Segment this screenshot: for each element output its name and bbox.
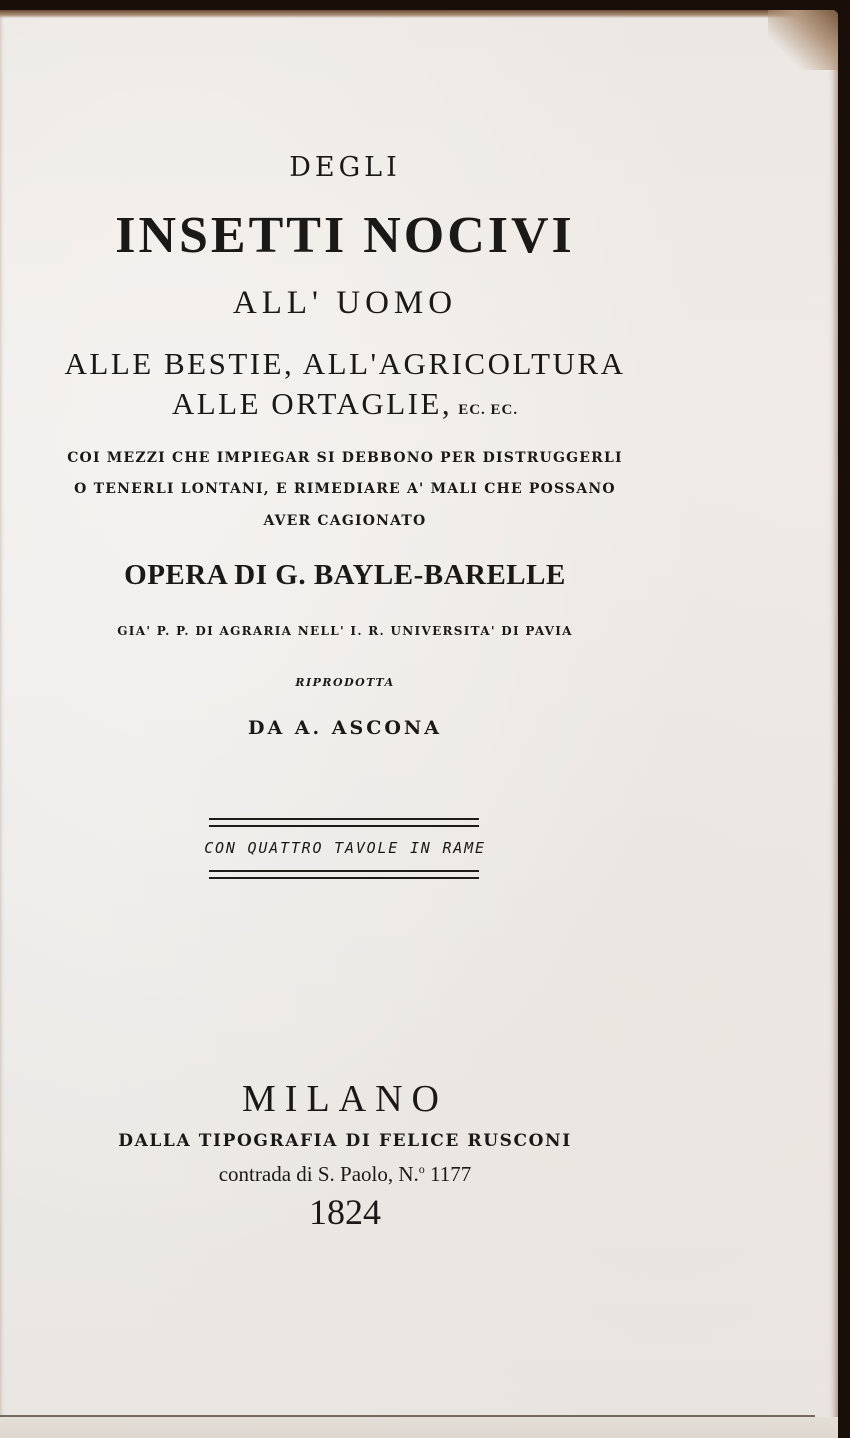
double-rule-top-2: [209, 825, 479, 827]
double-rule-bottom-2: [209, 877, 479, 879]
ec-ec-text: EC. EC.: [458, 402, 519, 418]
title-line-ortaglie: [0, 386, 690, 422]
torn-corner: [768, 10, 838, 70]
subtitle-line-2: O TENERLI LONTANI, E RIMEDIARE A' MALI CHE POSSANO: [74, 481, 616, 497]
riprodotta-label: RIPRODOTTA: [295, 676, 395, 689]
numero-superscript: o: [418, 1162, 425, 1176]
title-line-all-uomo: ALL' UOMO: [232, 285, 458, 321]
address-number: 1177: [424, 1162, 472, 1186]
author-line: OPERA DI G. BAYLE-BARELLE: [124, 559, 566, 591]
imprint-year: 1824: [309, 1192, 381, 1232]
page-top-edge: [0, 10, 838, 18]
subtitle-line-3: AVER CAGIONATO: [263, 513, 427, 529]
imprint-address: [0, 1162, 690, 1187]
subtitle-line-1: COI MEZZI CHE IMPIEGAR SI DEBBONO PER DISTRUGGERLI: [67, 450, 623, 466]
main-title: INSETTI NOCIVI: [115, 207, 575, 264]
title-line-degli: DEGLI: [289, 152, 401, 183]
author-credentials: GIA' P. P. DI AGRARIA NELL' I. R. UNIVERSITA' DI PAVIA: [117, 624, 573, 638]
editor-line: DA A. ASCONA: [247, 717, 443, 739]
plates-note: CON QUATTRO TAVOLE IN RAME: [204, 839, 486, 857]
imprint-printer: DALLA TIPOGRAFIA DI FELICE RUSCONI: [118, 1131, 572, 1151]
title-line-bestie: ALLE BESTIE, ALL'AGRICOLTURA: [64, 346, 626, 381]
address-prefix: contrada di S. Paolo, N.: [218, 1162, 419, 1186]
double-rule-bottom-1: [209, 870, 479, 872]
imprint-city: MILANO: [242, 1078, 448, 1120]
ortaglie-text: ALLE ORTAGLIE,: [171, 386, 453, 421]
page-bottom-strip: [0, 1417, 838, 1438]
paper-page: [0, 10, 838, 1438]
double-rule-top-1: [209, 818, 479, 820]
